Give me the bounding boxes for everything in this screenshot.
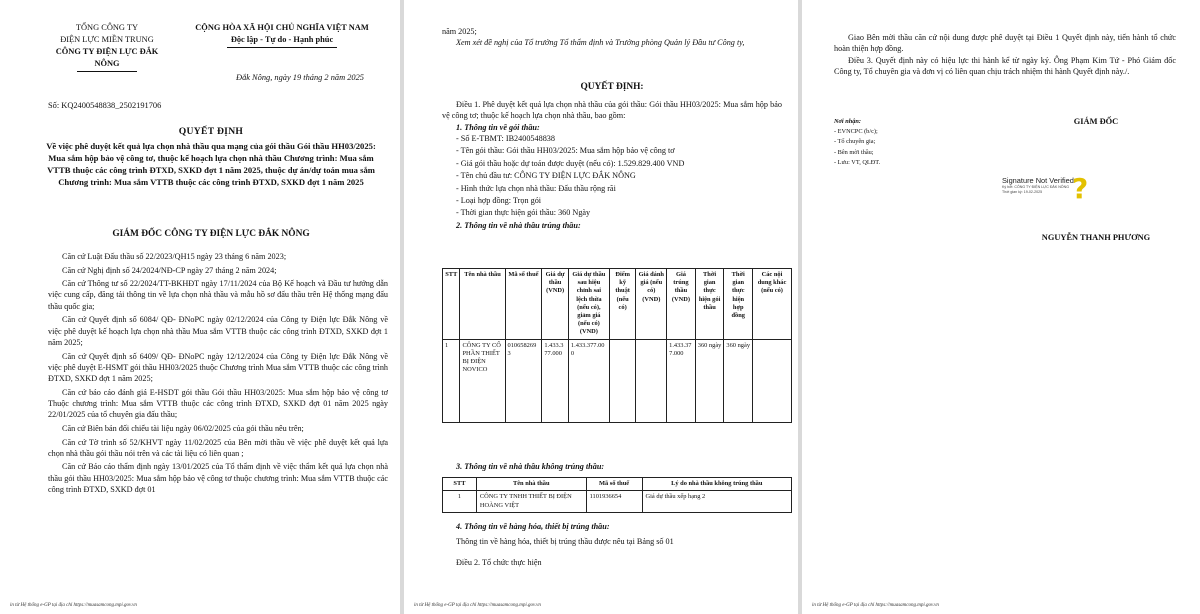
column-header: Thời gian thực hiện hợp đồng [724,269,753,340]
section-2-title: 2. Thông tin về nhà thầu trúng thầu: [456,220,581,230]
column-header: Thời gian thực hiện gói thầu [695,269,724,340]
legal-basis-paragraph: Căn cứ Nghị định số 24/2024/NĐ-CP ngày 27 tháng 2 năm 2024; [62,265,277,275]
table-cell: CÔNG TY TNHH THIẾT BỊ ĐIỆN HOÀNG VIỆT [476,491,586,513]
issue-date: Đắk Nông, ngày 19 tháng 2 năm 2025 [236,73,364,82]
signature-question-icon: ? [1072,172,1089,205]
legal-basis-paragraph: Căn cứ Tờ trình số 52/KHVT ngày 11/02/2025 của Bên mời thầu về việc phê duyệt kết quả lựa chọn nhà thầu gói thầu nói trên và các tài liệu có liên quan ; [48,437,388,458]
column-header: Mã số thuế [505,269,542,340]
column-header: Giá đánh giá (nếu có) (VND) [636,269,667,340]
page2-intro [442,26,782,49]
recipients-label: Nơi nhận: [834,118,862,125]
table-row [443,491,792,513]
org-name-line: CÔNG TY ĐIỆN LỰC ĐẮK [55,47,159,56]
digital-signature[interactable] [1002,172,1152,218]
signer-position: GIÁM ĐỐC [1073,117,1119,126]
decision-heading: QUYẾT ĐỊNH: [580,82,644,92]
national-header [176,22,388,48]
document-number: Số: KQ2400548838_2502191706 [48,101,162,110]
recipient-item: - EVNCPC (b/c); [834,128,878,136]
table-cell: 360 ngày [724,339,753,422]
column-header: Các nội dung khác (nếu có) [753,269,792,340]
implementation-text: Giao Bên mời thầu căn cứ nội dung được phê duyệt tại Điều 1 Quyết định này, tiến hành tổ chức hoàn thiện hợp đồng. [834,33,1176,54]
table-cell: 360 ngày [695,339,724,422]
motto-divider [227,47,337,48]
national-motto: Độc lập - Tự do - Hạnh phúc [230,35,334,44]
table-header-row [443,269,792,340]
legal-basis-paragraph: Căn cứ báo cáo đánh giá E-HSDT gói thầu Gói thầu HH03/2025: Mua sắm hộp bảo vệ công tơ Thuộc chương trình: Mua sắm VTTB thuộc các công trình ĐTXD, SXKD đợt 01 năm 2025 ngày 22/01/2025 của tổ chuyên gia đấu thầu; [48,387,388,420]
package-info-item: - Giá gói thầu hoặc dự toán được duyệt (nếu có): 1.529.829.400 VND [456,158,685,168]
header-divider [77,71,137,72]
column-header: STT [443,269,460,340]
legal-basis-paragraph: Căn cứ Biên bản đối chiếu tài liệu ngày 06/02/2025 của gói thầu nêu trên; [62,423,304,433]
legal-basis-paragraph: Căn cứ Thông tư số 22/2024/TT-BKHĐT ngày 17/11/2024 của Bộ Kế hoạch và Đầu tư hướng dẫn việc cung cấp, đăng tải thông tin về lựa chọn nhà thầu và mẫu hồ sơ đấu thầu trên Hệ thống mạng đấu thầu quốc gia; [48,279,388,311]
column-header: Mã số thuế [586,478,642,491]
signer-name: NGUYỄN THANH PHƯƠNG [1041,233,1151,242]
column-header: Giá trúng thầu (VND) [667,269,696,340]
column-header: Giá dự thầu sau hiệu chỉnh sai lệch thừa (nếu có), giảm giá (nếu có) (VND) [568,269,609,340]
page-footer: in từ Hệ thống e-GP tại địa chỉ https://muasamcong.mpi.gov.vn [414,603,541,608]
column-header: Điểm kỹ thuật (nếu có) [609,269,636,340]
page3-body [834,32,1176,77]
page-footer: in từ Hệ thống e-GP tại địa chỉ https://muasamcong.mpi.gov.vn [10,603,137,608]
package-info-item: - Tên gói thầu: Gói thầu HH03/2025: Mua sắm hộp bảo vệ công tơ [456,146,675,156]
parent-org-line: TỔNG CÔNG TY [75,23,139,32]
table-cell: 1.433.377.000 [568,339,609,422]
legal-basis-paragraph: Căn cứ Luật Đấu thầu số 22/2023/QH15 ngày 23 tháng 6 năm 2023; [62,252,287,261]
table-cell: 1.433.377.000 [542,339,569,422]
org-name-line-2: NÔNG [94,59,120,68]
article-2: Điều 2. Tổ chức thực hiện [456,558,542,567]
signature-detail: Ký bởi: CÔNG TY ĐIỆN LỰC ĐẮK NÔNG [1002,185,1069,189]
table-cell: 0106582693 [505,339,542,422]
section-3-title: 3. Thông tin về nhà thầu không trúng thầu: [456,462,605,471]
winning-bidder-table [442,268,792,423]
column-header: Tên nhà thầu [460,269,505,340]
package-info-item: - Hình thức lựa chọn nhà thầu: Đấu thầu rộng rãi [456,183,616,193]
proposal-paragraph: Xem xét đề nghị của Tổ trưởng Tổ thẩm định và Trưởng phòng Quản lý Đầu tư Công ty, [456,38,745,48]
signature-status: Signature Not Verified [1002,176,1074,185]
article-3: Điều 3. Quyết định này có hiệu lực thi hành kể từ ngày ký. Ông Phạm Kim Tứ - Phó Giám đốc Công ty, Tổ chuyên gia và đơn vị có liên quan chịu trách nhiệm thi hành Quyết định này./. [834,55,1176,76]
table-cell [609,339,636,422]
article-1-text: Điều 1. Phê duyệt kết quả lựa chọn nhà thầu của gói thầu: Gói thầu HH03/2025: Mua sắm hộp bảo vệ công tơ; thuộc kế hoạch lựa chọn nhà thầu, bao gồm: [442,100,782,121]
table-header-row [443,478,792,491]
legal-basis [48,251,388,498]
table-cell: Giá dự thầu xếp hạng 2 [642,491,792,513]
signature-detail: Thời gian ký: 19-02-2025 [1002,189,1043,194]
section-4-title: 4. Thông tin về hàng hóa, thiết bị trúng thầu: [456,522,610,531]
package-info-item: - Thời gian thực hiện gói thầu: 360 Ngày [456,208,591,218]
legal-basis-paragraph: Căn cứ Báo cáo thẩm định ngày 13/01/2025 của Tổ thẩm định về việc thẩm kết quả lựa chọn nhà thầu gói thầu HH03/2025: Mua sắm hộp bảo vệ công tơ thuộc chương trình: Mua sắm VTTB thuộc các công trình ĐTXD, SXKD đợt 01 [48,462,388,495]
column-header: Giá dự thầu (VND) [542,269,569,340]
table-cell: 1.433.377.000 [667,339,696,422]
table-cell: CÔNG TY CỔ PHẦN THIẾT BỊ ĐIỆN NOVICO [460,339,505,422]
article-1 [442,99,782,231]
recipient-item: - Lưu: VT, QLĐT. [834,158,881,166]
legal-basis-paragraph: Căn cứ Quyết định số 6409/ QĐ- ĐNoPC ngày 12/12/2024 của Công ty Điện lực Đắk Nông về việc phê duyệt E-HSMT gói thầu HH03/2025 thuộc Chương trình Mua sắm VTTB thuộc các công trình ĐTXD, SXKD đợt 1 năm 2025; [48,351,389,384]
recipient-item: - Tổ chuyên gia; [834,138,876,146]
country-name: CỘNG HÒA XÃ HỘI CHỦ NGHĨA VIỆT NAM [195,23,369,32]
document-page-3 [802,0,1200,614]
package-info-item: - Số E-TBMT: IB2400548838 [456,133,555,143]
column-header: Lý do nhà thầu không trúng thầu [642,478,792,491]
losing-bidder-table [442,477,792,513]
recipient-item: - Bên mời thầu; [834,148,874,156]
continued-line: năm 2025; [442,27,477,36]
table-cell [753,339,792,422]
parent-org-line-2: ĐIỆN LỰC MIỀN TRUNG [60,35,154,44]
section-4-text: Thông tin về hàng hóa, thiết bị trúng thầu được nêu tại Bảng số 01 [456,537,674,546]
recipients-block [834,117,1004,168]
issuing-authority: GIÁM ĐỐC CÔNG TY ĐIỆN LỰC ĐẮK NÔNG [112,229,310,239]
column-header: STT [443,478,477,491]
table-cell: 1 [443,339,460,422]
section-1-title: 1. Thông tin về gói thầu: [456,122,540,132]
document-title: QUYẾT ĐỊNH [178,126,244,137]
document-page-2 [404,0,798,614]
package-info-item: - Tên chủ đầu tư: CÔNG TY ĐIỆN LỰC ĐẮK NÔNG [456,171,636,181]
page-footer: in từ Hệ thống e-GP tại địa chỉ https://muasamcong.mpi.gov.vn [812,603,939,608]
package-info-item: - Loại hợp đồng: Trọn gói [456,195,542,205]
table-cell [636,339,667,422]
legal-basis-paragraph: Căn cứ Quyết định số 6084/ QĐ- ĐNoPC ngày 02/12/2024 của Công ty Điện lực Đắk Nông về việc phê duyệt kế hoạch lựa chọn nhà thầu Mua sắm VTTB thuộc các công trình ĐTXD, SXKD đợt 1 năm 2025; [48,315,388,347]
document-subject: Về việc phê duyệt kết quả lựa chọn nhà thầu qua mạng của gói thầu Gói thầu HH03/2025: Mua sắm hộp bảo vệ công tơ, thuộc kế hoạch lựa chọn nhà thầu Chương trình: Mua sắm VTTB thuộc các công trình ĐTXD, SXKD đợt 1 năm 2025, thuộc dự án/dự toán mua sắm Chương trình: Mua sắm VTTB thuộc các công trình ĐTXD, SXKD đợt 1 năm 2025 [46,141,376,187]
document-page-1 [0,0,400,614]
column-header: Tên nhà thầu [476,478,586,491]
table-row [443,339,792,422]
issuer-header [40,22,174,72]
table-cell: 1101936654 [586,491,642,513]
table-cell: 1 [443,491,477,513]
